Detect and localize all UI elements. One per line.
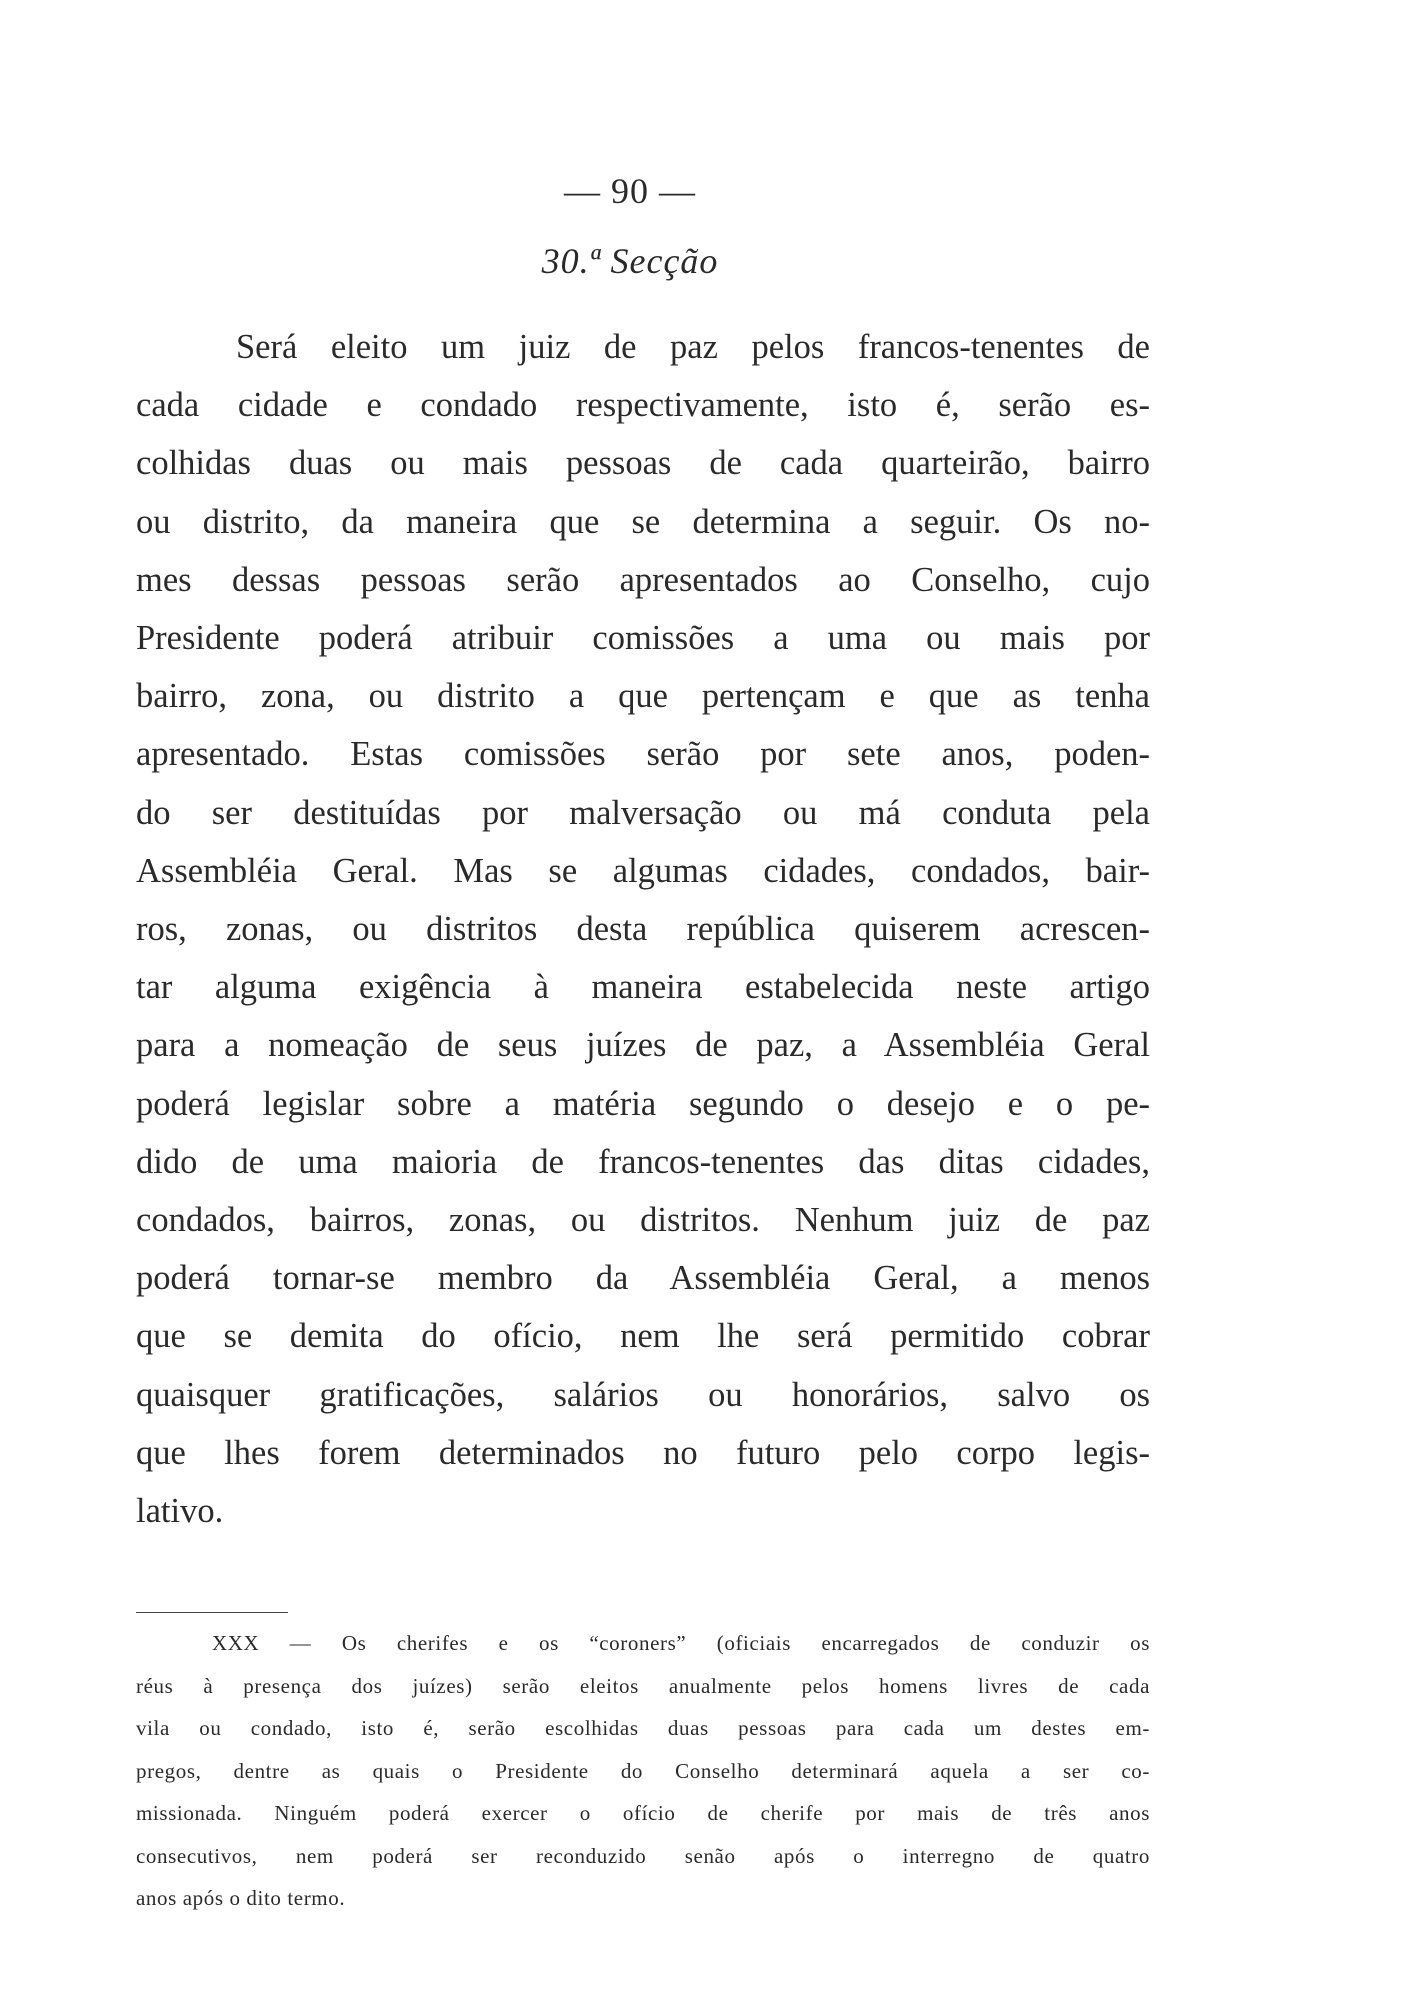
footnote-line: XXX — Os cherifes e os “coroners” (oficiais encarregados de conduzir os [212,1631,1150,1655]
text-line: poderá legislar sobre a matéria segundo o desejo e o pe- [136,1084,1150,1123]
footnote-line: vila ou condado, isto é, serão escolhidas duas pessoas para cada um destes em- [136,1716,1150,1740]
text-line: poderá tornar-se membro da Assembléia Geral, a menos [136,1259,1150,1298]
footnote-line: réus à presença dos juízes) serão eleitos anualmente pelos homens livres de cada [136,1673,1150,1698]
text-line: Presidente poderá atribuir comissões a uma ou mais por [136,619,1150,658]
text-line: do ser destituídas por malversação ou má conduta pela [136,793,1150,832]
text-line: Será eleito um juiz de paz pelos francos-tenentes de [236,328,1150,366]
text-line: tar alguma exigência à maneira estabelecida neste artigo [136,968,1150,1007]
text-line: Assembléia Geral. Mas se algumas cidades, condados, bair- [136,851,1150,890]
text-line: bairro, zona, ou distrito a que pertençam e que as tenha [136,677,1150,716]
footnote-divider [136,1612,288,1613]
text-line: cada cidade e condado respectivamente, isto é, serão es- [136,386,1150,425]
footnote [136,1622,1150,1920]
footnote-line: consecutivos, nem poderá ser reconduzido senão após o interregno de quatro [136,1843,1150,1868]
section-title: 30.ª Secção [541,241,719,281]
text-line: apresentado. Estas comissões serão por sete anos, poden- [136,735,1150,774]
text-line: que se demita do ofício, nem lhe será permitido cobrar [136,1317,1150,1356]
main-paragraph [136,318,1150,1540]
text-line: condados, bairros, zonas, ou distritos. Nenhum juiz de paz [136,1201,1150,1240]
page-number: — 90 — [564,171,696,211]
text-line: quaisquer gratificações, salários ou honorários, salvo os [136,1375,1150,1414]
text-line: para a nomeação de seus juízes de paz, a Assembléia Geral [136,1026,1150,1065]
footnote-line: missionada. Ninguém poderá exercer o ofício de cherife por mais de três anos [136,1801,1150,1825]
text-line: mes dessas pessoas serão apresentados ao Conselho, cujo [136,560,1150,599]
footnote-line: pregos, dentre as quais o Presidente do Conselho determinará aquela a ser co- [136,1758,1150,1783]
text-line: dido de uma maioria de francos-tenentes das ditas cidades, [136,1142,1150,1181]
text-line: que lhes forem determinados no futuro pelo corpo legis- [136,1433,1150,1472]
text-line: ros, zonas, ou distritos desta república quiserem acrescen- [136,910,1150,949]
text-line: colhidas duas ou mais pessoas de cada quarteirão, bairro [136,444,1150,483]
text-line: ou distrito, da maneira que se determina a seguir. Os no- [136,502,1150,541]
footnote-line: anos após o dito termo. [136,1886,346,1910]
text-line: lativo. [136,1492,224,1531]
